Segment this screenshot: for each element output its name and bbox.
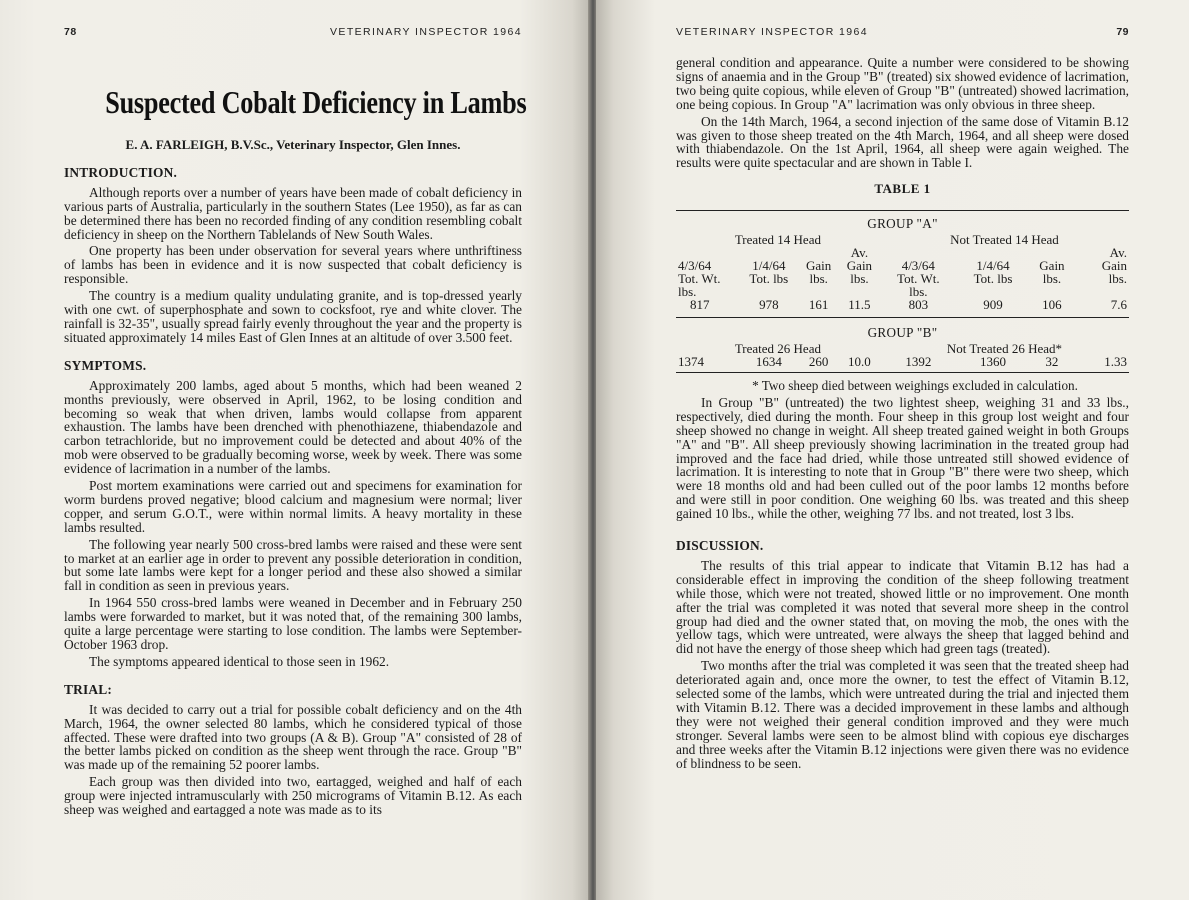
trial-heading: TRIAL: — [64, 681, 113, 697]
table-bottom-rule — [676, 372, 1129, 373]
left-page — [0, 0, 590, 900]
paragraph: Each group was then divided into two, eartagged, weighed and half of each group were injected intramuscularly with 250 micrograms of Vitamin B.12. As each sheep was weighed and eartagged a note was made as to its — [64, 774, 522, 818]
table-cell: 1/4/64 — [976, 258, 1010, 274]
table-mid-rule — [676, 317, 1129, 318]
right-running-head: VETERINARY INSPECTOR 1964 — [676, 26, 868, 38]
group-a-treated-label: Treated 14 Head — [734, 232, 821, 248]
table-cell: 32 — [1045, 353, 1059, 369]
left-running-head: VETERINARY INSPECTOR 1964 — [330, 26, 522, 38]
group-b-treated-label: Treated 26 Head — [734, 340, 821, 356]
paragraph: One property has been under observation for several years where unthriftiness of lambs has been in evidence and it is now suspected that cobalt deficiency is responsible. — [64, 243, 522, 287]
table-cell: 11.5 — [848, 297, 871, 313]
table-cell: Av. — [1109, 245, 1127, 261]
paragraph: In Group "B" (untreated) the two lightest sheep, weighing 31 and 33 lbs., respectively, died during the month. Four sheep in this group lost weight and four sheep showed no change in weight. All sheep treated gained weight in both Groups "A" and "B". All sheep previously showing lacrimination in the treated group had improved and the face had dried, while those untreated still showed evidence of lacrimation. It is interesting to note that in Group "B" there were two sheep, which were 18 months old and had been culled out of the poor lambs 12 months before and were still in poor condition. One weighing 60 lbs. was treated and this sheep gained 10 lbs., while the other, weighing 77 lbs. and not treated, lost 3 lbs. — [676, 394, 1129, 522]
table-cell: 1392 — [905, 353, 932, 369]
paragraph: The country is a medium quality undulating granite, and is top-dressed yearly with one cwt. of superphosphate and sown to cocksfoot, rye and white clover. The rainfall is 32-35", usually spread fairly evenly throughout the year and the property is situated approximately 14 miles East of Glen Innes at an altitude of over 3.500 feet. — [64, 288, 522, 345]
table-cell: 4/3/64 — [678, 258, 712, 274]
table-cell: 1634 — [755, 353, 782, 369]
left-page-number: 78 — [64, 26, 77, 38]
left-column — [64, 44, 527, 820]
table-top-rule — [676, 210, 1129, 211]
group-b-table — [676, 342, 1129, 368]
table-cell: lbs. — [678, 284, 697, 300]
right-page — [596, 0, 1189, 900]
article-author: E. A. FARLEIGH, B.V.Sc., Veterinary Inspector, Glen Innes. — [125, 137, 461, 152]
discussion-heading: DISCUSSION. — [676, 538, 764, 554]
table-row — [676, 355, 1129, 368]
table-cell: lbs. — [1042, 271, 1062, 287]
paragraph: The symptoms appeared identical to those seen in 1962. — [89, 653, 390, 669]
table-cell: lbs. — [909, 284, 928, 300]
right-column — [676, 56, 1129, 774]
table-cell: 106 — [1042, 297, 1062, 313]
table-cell: 4/3/64 — [901, 258, 935, 274]
paragraph: The results of this trial appear to indicate that Vitamin B.12 has had a considerable effect in improving the condition of the sheep following treatment while those, which were not treated, showed little or no improvement. One month after the trial was completed it was noted that several more sheep in the control group had died and the owner stated that, on moving the mob, the ones with the yellow tags, which were untreated, were always the sheep that lagged behind and did not have the energy of those sheep which had green tags (treated). — [676, 557, 1129, 657]
group-a-not-treated-label: Not Treated 14 Head — [950, 232, 1059, 248]
table-row — [676, 233, 1129, 246]
paragraph: In 1964 550 cross-bred lambs were weaned in December and in February 250 lambs were forwarded to market, but it was noted that, of the remaining 300 lambs, quite a large percentage were starting to lose condition. The lambs were September-October 1963 drop. — [64, 595, 522, 652]
group-a-title: GROUP "A" — [867, 216, 938, 232]
paragraph: On the 14th March, 1964, a second injection of the same dose of Vitamin B.12 was given to those sheep treated on the 4th March, 1964, and all sheep were dosed with thiabendazole. On the 1st April, 1964, all sheep were again weighed. The results were quite spectacular and are shown in Table I. — [676, 113, 1129, 171]
table-cell: 803 — [908, 297, 929, 313]
table-cell: Tot. lbs — [973, 271, 1013, 287]
table-cell: 260 — [808, 353, 829, 369]
paragraph: general condition and appearance. Quite a number were considered to be showing signs of anaemia and in the Group "B" (treated) six showed evidence of lacrimation, two being quite copious, while eleven of Group "B" (untreated) showed lacrimation, one being copious. In Group "A" lacrimation was only obvious in three sheep. — [676, 55, 1129, 112]
table-cell: 10.0 — [848, 353, 871, 369]
table-cell: lbs. — [1108, 271, 1127, 287]
table-cell: Av. — [850, 245, 869, 261]
group-b-title: GROUP "B" — [867, 325, 938, 341]
group-a-table — [676, 233, 1129, 311]
table-cell: 978 — [759, 297, 779, 313]
paragraph: The following year nearly 500 cross-bred lambs were raised and these were sent to market at an earlier age in order to prevent any possible deterioration in condition, but some late lambs were kept for a longer period and these also showed a similar fall in condition as seen in previous years. — [64, 536, 522, 594]
table-cell: lbs. — [850, 271, 869, 287]
table-title: TABLE 1 — [874, 181, 931, 197]
table-cell: 817 — [690, 297, 710, 313]
group-b-not-treated-label: Not Treated 26 Head* — [946, 340, 1062, 356]
paragraph: It was decided to carry out a trial for possible cobalt deficiency and on the 4th March, 1964, the owner selected 80 lambs, which he considered typical of those affected. These were drafted into two groups (A & B). Group "A" consisted of 28 of the better lambs picked on condition as the sheep went through the race. Group "B" was made up of the remaining 52 poorer lambs. — [64, 701, 522, 773]
table-cell: 1/4/64 — [752, 258, 786, 274]
table-cell: lbs. — [809, 271, 828, 287]
table-cell: 1374 — [678, 353, 704, 369]
paragraph: Post mortem examinations were carried out and specimens for examination for worm burdens proved negative; blood calcium and magnesium were normal; liver copper, and serum G.O.T., were within normal limits. A heavy mortality in these lambs resulted. — [64, 478, 522, 535]
right-page-number: 79 — [1116, 26, 1129, 38]
paragraph: Approximately 200 lambs, aged about 5 months, which had been weaned 2 months previously, were observed in April, 1962, to be losing condition and becoming so weak that when driven, lambs would collapse from apparent exhaustion. The lambs have been drenched with phenothiazene, thiabendazole and carbon tetrachloride, but no improvement could be detected and about 40% of the mob were observed to be gradually becoming worse, week by week. There was some evidence of lacrimation in a number of the lambs. — [64, 377, 522, 477]
table-cell: Tot. lbs — [749, 271, 789, 287]
table-cell: Tot. Wt. — [678, 271, 721, 287]
table-row — [676, 298, 1129, 311]
table-cell: Gain — [846, 258, 873, 274]
paragraph: Although reports over a number of years have been made of cobalt deficiency in various parts of Australia, particularly in the southern States (Lee 1950), as far as can be determined there has been no recorded finding of any condition resembling cobalt deficiency in sheep on the Northern Tablelands of New South Wales. — [64, 184, 522, 242]
table-cell: 161 — [808, 297, 829, 313]
table-cell: Gain — [1101, 258, 1127, 274]
table-cell: Tot. Wt. — [897, 271, 940, 287]
table-row — [676, 272, 1129, 285]
introduction-heading: INTRODUCTION. — [64, 164, 178, 180]
table-cell: 1360 — [980, 353, 1007, 369]
table-cell: 7.6 — [1110, 297, 1127, 313]
table-cell: Gain — [1039, 258, 1065, 274]
table-cell: 909 — [983, 297, 1003, 313]
paragraph: Two months after the trial was completed it was seen that the treated sheep had deteriorated again and, once more the owner, to test the effect of Vitamin B.12, selected some of the lambs, which were untreated during the trial and injected them with Vitamin B.12. There was a decided improvement in these lambs and although they were not weighed their general condition improved and they were much stronger. Several lambs were seen to be almost blind with copious eye discharges and three weeks after the Vitamin B.12 injections were given there was no evidence of blindness to be seen. — [676, 658, 1129, 771]
table-cell: Gain — [806, 258, 832, 274]
article-title: Suspected Cobalt Deficiency in Lambs — [105, 84, 527, 120]
table-row — [676, 342, 1129, 355]
table-footnote: * Two sheep died between weighings excluded in calculation. — [752, 377, 1078, 393]
symptoms-heading: SYMPTOMS. — [64, 357, 147, 373]
table-cell: 1.33 — [1104, 353, 1127, 369]
